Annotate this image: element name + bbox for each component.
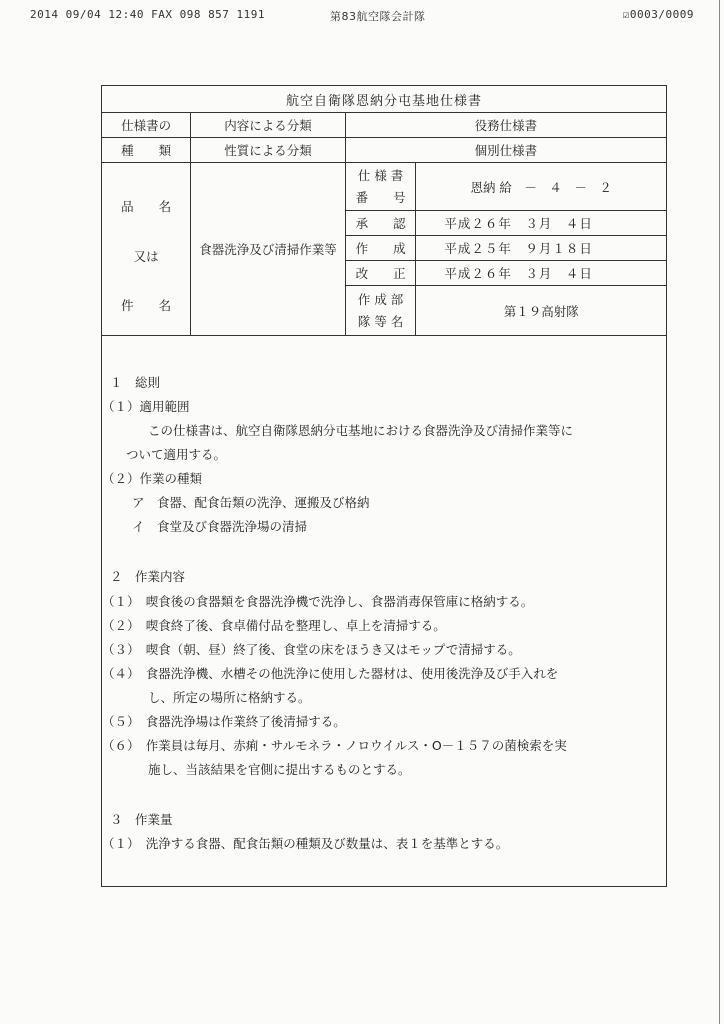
spec-header-table — [102, 112, 666, 336]
section-2-item-6-line-1: （６） 作業員は毎月、赤痢・サルモネラ・ノロウイルス・O－１５７の菌検索を実 — [102, 738, 567, 753]
approval-date: 平成２６年 ３月 ４日 — [416, 211, 666, 236]
section-2-item-3: （３） 喫食（朝、昼）終了後、食堂の床をほうき又はモップで清掃する。 — [102, 642, 521, 657]
unit-label — [345, 286, 416, 336]
specification-document — [101, 85, 667, 887]
section-2-heading: ２ 作業内容 — [110, 569, 186, 584]
document-title: 航空自衛隊恩納分屯基地仕様書 — [102, 86, 666, 113]
section-2-item-4-line-1: （４） 食器洗浄機、水槽その他洗浄に使用した器材は、使用後洗浄及び手入れを — [102, 666, 559, 681]
content-class-label: 内容による分類 — [191, 113, 346, 138]
fax-header-center: 第83航空隊会計隊 — [330, 10, 426, 23]
fax-header-right: ☑0003/0009 — [622, 8, 694, 21]
spec-number-label-2: 番 号 — [355, 189, 406, 205]
revised-label: 改 正 — [345, 261, 416, 286]
section-3-heading: ３ 作業量 — [110, 812, 173, 827]
spec-number-label — [345, 163, 416, 211]
spec-number-label-1: 仕 様 書 — [357, 167, 404, 183]
section-1-1-text-line-1: この仕様書は、航空自衛隊恩納分屯基地における食器洗浄及び清掃作業等に — [148, 423, 574, 438]
section-2-item-6-line-2: 施し、当該結果を官側に提出するものとする。 — [148, 762, 411, 777]
spec-type-label-2: 種 類 — [102, 138, 191, 163]
approval-label: 承 認 — [345, 211, 416, 236]
section-3-item-1: （１） 洗浄する食器、配食缶類の種類及び数量は、表１を基準とする。 — [102, 836, 509, 851]
section-2-item-1: （１） 喫食後の食器類を食器洗浄機で洗浄し、食器消毒保管庫に格納する。 — [102, 594, 534, 609]
section-2-item-4-line-2: し、所定の場所に格納する。 — [148, 690, 311, 705]
section-1-2-item-a: ア 食器、配食缶類の洗浄、運搬及び格納 — [132, 495, 370, 510]
section-1-2-item-i: イ 食堂及び食器洗浄場の清掃 — [132, 519, 308, 534]
created-label: 作 成 — [345, 236, 416, 261]
revised-date: 平成２６年 ３月 ４日 — [416, 261, 666, 286]
section-1-1-heading: （１）適用範囲 — [102, 399, 190, 414]
section-1-heading: １ 総則 — [110, 375, 161, 390]
item-name-label-1: 品 名 — [121, 199, 172, 214]
unit-label-1: 作 成 部 — [357, 291, 404, 307]
nature-class-label: 性質による分類 — [191, 138, 346, 163]
item-name-label-3: 件 名 — [121, 298, 172, 313]
section-1-1-text-line-2: ついて適用する。 — [126, 447, 227, 462]
section-1-2-heading: （２）作業の種類 — [102, 471, 203, 486]
created-date: 平成２５年 ９月１８日 — [416, 236, 666, 261]
unit-value: 第１９高射隊 — [416, 286, 666, 336]
item-name-value: 食器洗浄及び清掃作業等 — [191, 163, 346, 336]
spec-number-value: 恩納 給 － ４ － ２ — [416, 163, 666, 211]
spec-type-label-1: 仕様書の — [102, 113, 191, 138]
section-2-item-5: （５） 食器洗浄場は作業終了後清掃する。 — [102, 714, 346, 729]
nature-class-value: 個別仕様書 — [345, 138, 666, 163]
item-name-label-cell — [102, 163, 191, 336]
fax-header-left: 2014 09/04 12:40 FAX 098 857 1191 — [30, 8, 266, 21]
content-class-value: 役務仕様書 — [345, 113, 666, 138]
unit-label-2: 隊 等 名 — [357, 313, 404, 329]
item-name-label-2: 又は — [133, 249, 159, 264]
scan-edge-line — [719, 0, 720, 1024]
section-2-item-2: （２） 喫食終了後、食卓備付品を整理し、卓上を清掃する。 — [102, 618, 446, 633]
